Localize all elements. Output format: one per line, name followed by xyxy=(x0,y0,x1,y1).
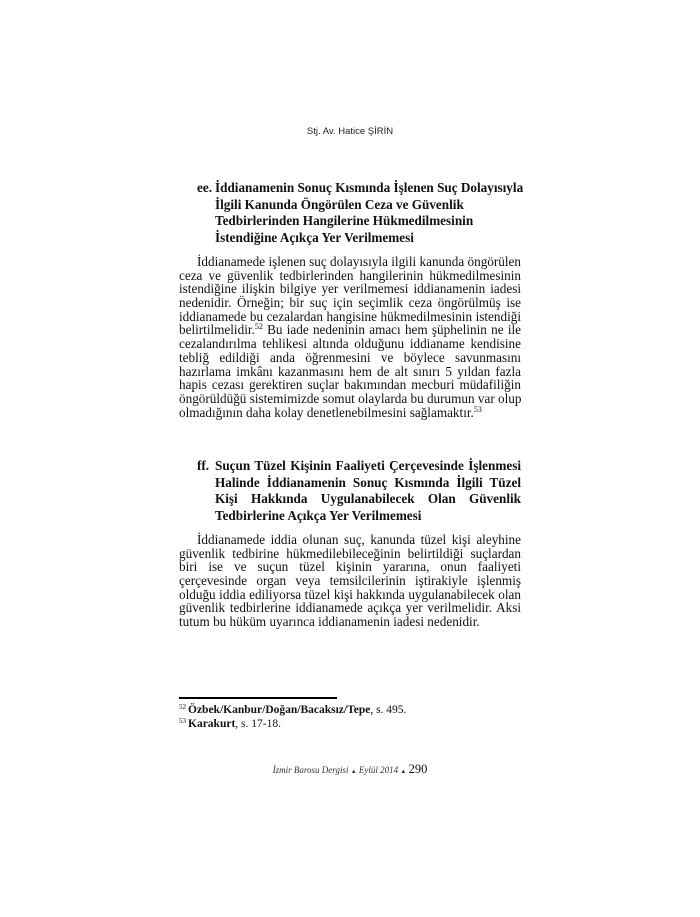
body-line: hazırlama imkânı kazanmasını hem de alt sınırı 5 yıldan fazla xyxy=(179,363,521,379)
running-header: Stj. Av. Hatice ŞİRİN xyxy=(306,126,394,137)
footnote-53 xyxy=(179,718,281,731)
section-ee-body xyxy=(179,255,521,419)
footnote-rule xyxy=(179,697,337,699)
heading-line: İlgili Kanunda Öngörülen Ceza ve Güvenlik xyxy=(215,196,464,212)
section-ee-heading xyxy=(179,180,524,246)
body-line: tebliğ edildiği anda öğrenmesini ve böylece savunmasını xyxy=(179,349,521,365)
body-line: öngörüldüğü sistemimizde somut olaylarda bu durumun var olup xyxy=(179,390,522,406)
heading-line: Kişi Hakkında Uygulanabilecek Olan Güvenlik xyxy=(215,491,521,507)
heading-line: İstendiğine Açıkça Yer Verilmemesi xyxy=(215,229,414,245)
footnote-ref[interactable]: 52 xyxy=(254,322,263,332)
footnote-ref[interactable]: 53 xyxy=(473,404,482,414)
body-text: olmadığının daha kolay denetlenebilmesini sağlamaktır. xyxy=(179,404,474,420)
footnote-ref-text: , s. 17-18. xyxy=(235,718,281,730)
footnote-number: 52 xyxy=(179,703,186,711)
body-line: nedenidir. Örneğin; bir suç için seçimlik ceza öngörülmüş ise xyxy=(179,295,521,311)
body-line: istendiğine ilişkin bilgiye yer verilmemesi iddianamenin iadesi xyxy=(179,281,521,297)
footnote-author: Özbek/Kanbur/Doğan/Bacaksız/Tepe xyxy=(188,704,371,716)
section-ff-marker: ff. xyxy=(197,458,210,473)
body-line: İddianamede işlenen suç dolayısıyla ilgili kanunda öngörülen xyxy=(197,254,521,269)
footnote-52 xyxy=(179,704,406,717)
body-line: olduğu iddia ediliyorsa tüzel kişi hakkında uygulanabilecek olan xyxy=(179,586,521,602)
separator-icon: ▲ xyxy=(350,769,357,775)
body-line xyxy=(179,323,521,337)
section-ff-body xyxy=(179,533,521,629)
heading-line: Tedbirlerine Açıkça Yer Verilmemesi xyxy=(215,507,422,523)
footnote-author: Karakurt xyxy=(188,718,236,730)
issue-date: Eylül 2014 xyxy=(358,765,399,775)
heading-line: Halinde İddianamenin Sonuç Kısmında İlgili Tüzel xyxy=(215,474,521,490)
heading-line: Tedbirlerinden Hangilerine Hükmedilmesinin xyxy=(215,213,474,229)
body-line: güvenlik tedbirine hükmedilebileceğinin belirtildiği suçlardan xyxy=(179,545,521,561)
footnote-ref-text: , s. 495. xyxy=(370,704,407,716)
heading-line: İddianamenin Sonuç Kısmında İşlenen Suç Dolayısıyla xyxy=(215,180,524,195)
body-text: Bu iade nedeninin amacı hem şüphelinin ne ile xyxy=(267,322,522,338)
body-line: cezalandırılma tehlikesi altında olduğunu iddianame kendisine xyxy=(179,336,521,352)
footnote-number: 53 xyxy=(179,717,186,725)
body-line: İddianamede iddia olunan suç, kanunda tüzel kişi aleyhine xyxy=(197,532,521,547)
body-line: biri ise ve suçun tüzel kişinin yararına, onun faaliyeti xyxy=(179,559,521,575)
body-line: hapis cezası gerektiren suçlar bakımından mecburi müdafiliğin xyxy=(179,377,521,393)
body-text: belirtilmelidir. xyxy=(179,322,255,338)
body-line: çerçevesinde organ veya temsilcilerinin iştirakiyle işlenmiş xyxy=(179,573,521,589)
page-footer xyxy=(0,762,700,777)
body-line: iddianamede bu cezalardan hangisine hükmedilmesinin istendiği xyxy=(179,308,521,324)
section-ee-marker: ee. xyxy=(197,180,213,195)
separator-icon: ▲ xyxy=(400,769,407,775)
section-ff-heading xyxy=(179,458,521,524)
body-line: ceza ve güvenlik tedbirlerinden hangilerinin hükmedilmesinin xyxy=(179,267,521,283)
body-line: güvenlik tedbirlerine iddianamede açıkça yer verilmelidir. Aksi xyxy=(179,600,521,616)
body-line: tutum bu hüküm uyarınca iddianamenin iadesi nedenidir. xyxy=(179,614,480,630)
page-number: 290 xyxy=(408,762,428,776)
body-line xyxy=(179,406,521,420)
heading-line: Suçun Tüzel Kişinin Faaliyeti Çerçevesinde İşlenmesi xyxy=(215,458,521,473)
journal-name: İzmir Barosu Dergisi xyxy=(272,765,349,775)
